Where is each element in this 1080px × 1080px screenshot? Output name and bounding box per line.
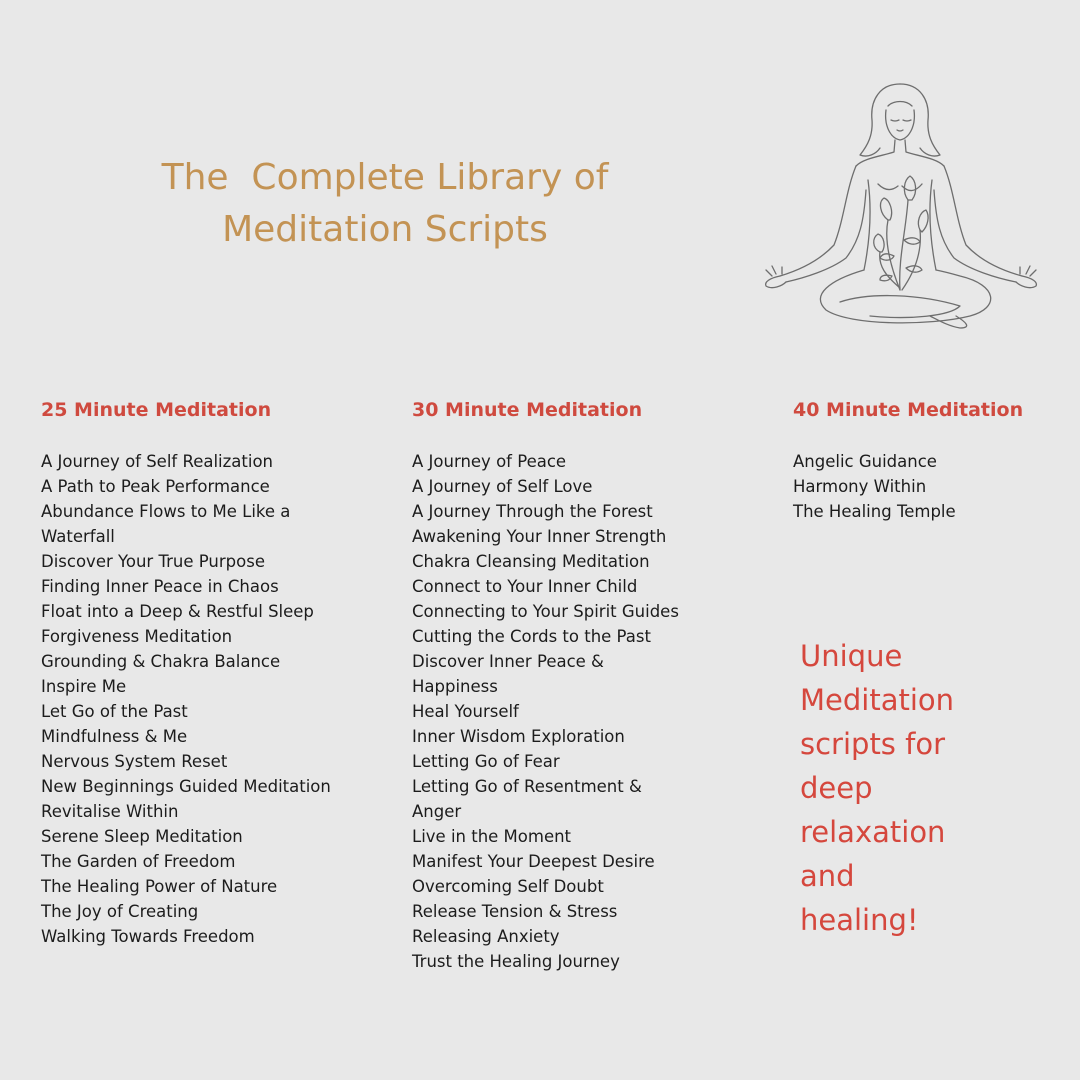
list-item: A Journey of Self Realization	[41, 452, 274, 471]
list-item: Cutting the Cords to the Past	[412, 627, 651, 646]
list-item: Grounding & Chakra Balance	[41, 652, 281, 671]
tagline-line: scripts for	[800, 727, 946, 761]
column-25-minute	[41, 397, 381, 949]
column-heading: 25 Minute Meditation	[41, 399, 272, 421]
list-item: Letting Go of Resentment &	[412, 777, 642, 796]
list-item: Awakening Your Inner Strength	[412, 527, 667, 546]
list-item: Releasing Anxiety	[412, 927, 560, 946]
script-list	[793, 449, 1063, 524]
tagline-line: deep	[800, 771, 873, 805]
tagline-line: Unique	[800, 639, 903, 673]
list-item: Abundance Flows to Me Like a	[41, 502, 291, 521]
list-item: Forgiveness Meditation	[41, 627, 233, 646]
script-list	[412, 449, 732, 974]
list-item: New Beginnings Guided Meditation	[41, 777, 331, 796]
list-item: Anger	[412, 802, 462, 821]
tagline	[800, 634, 1060, 942]
list-item: Let Go of the Past	[41, 702, 188, 721]
list-item: The Garden of Freedom	[41, 852, 236, 871]
list-item: Float into a Deep & Restful Sleep	[41, 602, 314, 621]
column-heading: 30 Minute Meditation	[412, 399, 643, 421]
list-item: The Joy of Creating	[41, 902, 199, 921]
meditating-woman-lotus-icon	[760, 80, 1042, 330]
list-item: A Journey of Self Love	[412, 477, 593, 496]
list-item: Live in the Moment	[412, 827, 572, 846]
list-item: Nervous System Reset	[41, 752, 228, 771]
page-title-line-1: The Complete Library of	[161, 157, 609, 198]
list-item: Angelic Guidance	[793, 452, 937, 471]
list-item: Manifest Your Deepest Desire	[412, 852, 655, 871]
list-item: Heal Yourself	[412, 702, 519, 721]
column-heading: 40 Minute Meditation	[793, 399, 1024, 421]
list-item: Discover Your True Purpose	[41, 552, 265, 571]
list-item: Connect to Your Inner Child	[412, 577, 638, 596]
column-30-minute	[412, 397, 732, 974]
list-item: Revitalise Within	[41, 802, 179, 821]
tagline-line: Meditation	[800, 683, 955, 717]
tagline-line: relaxation	[800, 815, 946, 849]
list-item: Inner Wisdom Exploration	[412, 727, 625, 746]
list-item: Serene Sleep Meditation	[41, 827, 243, 846]
list-item: Overcoming Self Doubt	[412, 877, 604, 896]
list-item: Connecting to Your Spirit Guides	[412, 602, 679, 621]
list-item: Inspire Me	[41, 677, 127, 696]
list-item: Letting Go of Fear	[412, 752, 560, 771]
list-item: Chakra Cleansing Meditation	[412, 552, 650, 571]
list-item: A Journey Through the Forest	[412, 502, 653, 521]
tagline-line: healing!	[800, 903, 919, 937]
list-item: Trust the Healing Journey	[412, 952, 620, 971]
tagline-line: and	[800, 859, 855, 893]
list-item: The Healing Power of Nature	[41, 877, 278, 896]
list-item: Waterfall	[41, 527, 115, 546]
list-item: A Path to Peak Performance	[41, 477, 270, 496]
list-item: Release Tension & Stress	[412, 902, 618, 921]
column-40-minute	[793, 397, 1063, 524]
list-item: Discover Inner Peace &	[412, 652, 604, 671]
list-item: Finding Inner Peace in Chaos	[41, 577, 279, 596]
list-item: The Healing Temple	[793, 502, 956, 521]
list-item: Happiness	[412, 677, 498, 696]
list-item: A Journey of Peace	[412, 452, 567, 471]
list-item: Mindfulness & Me	[41, 727, 188, 746]
page-title	[135, 152, 635, 256]
list-item: Harmony Within	[793, 477, 927, 496]
page-title-line-2: Meditation Scripts	[222, 209, 548, 250]
script-list	[41, 449, 381, 949]
list-item: Walking Towards Freedom	[41, 927, 255, 946]
